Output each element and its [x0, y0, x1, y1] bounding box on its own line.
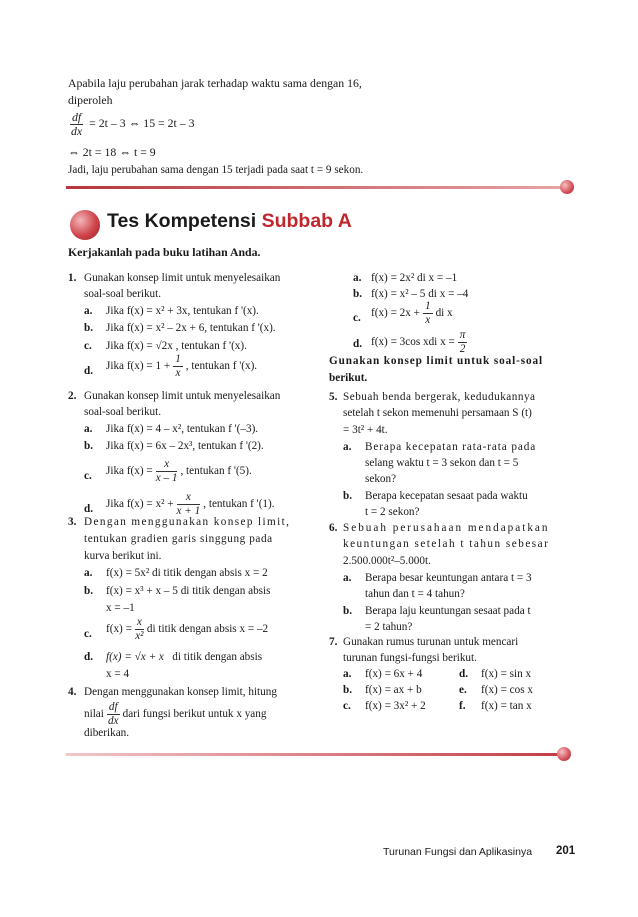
q4a-text: f(x) = 2x² di x = –1: [371, 272, 458, 284]
q7c-text: f(x) = 3x² + 2: [365, 700, 426, 712]
q1c-label: c.: [84, 340, 92, 352]
q1a-label: a.: [84, 305, 93, 317]
q6-text-3: 2.500.000t²–5.000t.: [343, 555, 431, 567]
q2-text-1: Gunakan konsep limit untuk menyelesaikan: [84, 390, 281, 402]
q3-number: 3.: [68, 516, 77, 528]
q6-text-1: Sebuah perusahaan mendapatkan: [343, 522, 550, 534]
page-number: 201: [556, 845, 576, 857]
intro-line-2: diperoleh: [68, 93, 113, 107]
q4a-label: a.: [353, 272, 362, 284]
q7-text-1: Gunakan rumus turunan untuk mencari: [343, 636, 519, 648]
q4c-text: f(x) = 2x + $\frac{1}{x}$ di x: [371, 300, 453, 326]
q6-number: 6.: [329, 522, 338, 534]
q1-text-2: soal-soal berikut.: [84, 288, 162, 300]
q1d-label: d.: [84, 365, 94, 377]
q1b-label: b.: [84, 322, 94, 334]
q4b-label: b.: [353, 288, 363, 300]
q6b-label: b.: [343, 605, 353, 617]
q7a-text: f(x) = 6x + 4: [365, 668, 423, 680]
q4-number: 4.: [68, 686, 77, 698]
q5-text-1: Sebuah benda bergerak, kedudukannya: [343, 391, 536, 403]
q7d-text: f(x) = sin x: [481, 668, 532, 680]
q5-number: 5.: [329, 391, 338, 403]
divider-bar: [66, 186, 568, 189]
intro-equation-1: $\frac{df}{dx}$ = 2t – 3 ⇔ 15 = 2t – 3: [71, 110, 195, 138]
q3b-text: f(x) = x³ + x – 5 di titik dengan absis: [106, 585, 271, 597]
q4-text-2: nilai $\frac{df}{dx}$ dari fungsi berikut untuk x yang: [84, 701, 267, 727]
q3c-label: c.: [84, 628, 92, 640]
q2c-text: Jika f(x) = $\frac{x}{x - 1}$ , tentukan f '(5).: [106, 458, 252, 484]
q7-number: 7.: [329, 636, 338, 648]
q7f-text: f(x) = tan x: [481, 700, 532, 712]
intro-conclusion: Jadi, laju perubahan sama dengan 15 terjadi pada saat t = 9 sekon.: [68, 164, 364, 176]
q6a-label: a.: [343, 572, 352, 584]
instruction-line-1: Gunakan konsep limit untuk soal-soal: [329, 355, 543, 367]
divider-bead-icon: [560, 180, 574, 194]
footer-title: Turunan Fungsi dan Aplikasinya: [383, 846, 533, 858]
q5-text-3: = 3t² + 4t.: [343, 424, 388, 436]
q3d-text: f(x) = √x + x di titik dengan absis: [106, 651, 263, 663]
q2a-text: Jika f(x) = 4 – x², tentukan f '(–3).: [106, 423, 259, 435]
instruction-line-2: berikut.: [329, 372, 368, 384]
q3-text-2: tentukan gradien garis singgung pada: [84, 533, 273, 545]
q3a-text: f(x) = 5x² di titik dengan absis x = 2: [106, 567, 268, 579]
section-instruction: Kerjakanlah pada buku latihan Anda.: [68, 245, 261, 259]
q5b-text-2: t = 2 sekon?: [365, 506, 420, 518]
q7c-label: c.: [343, 700, 351, 712]
q6b-text-2: = 2 tahun?: [365, 621, 413, 633]
q5a-text-3: sekon?: [365, 473, 397, 485]
q6a-text-1: Berapa besar keuntungan antara t = 3: [365, 572, 532, 584]
q3a-label: a.: [84, 567, 93, 579]
bottom-divider-bar: [66, 753, 566, 756]
q3c-text: f(x) = $\frac{x}{\text{x²}}$ di titik dengan absis x = –2: [106, 616, 269, 642]
q5a-label: a.: [343, 441, 352, 453]
q1a-text: Jika f(x) = x² + 3x, tentukan f '(x).: [106, 305, 259, 317]
q4d-text: f(x) = 3cos xdi x = $\frac{\pi}{2}$: [371, 329, 466, 355]
q1b-text: Jika f(x) = x² – 2x + 6, tentukan f '(x).: [106, 322, 276, 334]
q4b-text: f(x) = x² – 5 di x = –4: [371, 288, 469, 300]
q7f-label: f.: [459, 700, 466, 712]
q7e-text: f(x) = cos x: [481, 684, 533, 696]
q3b-text-2: x = –1: [106, 602, 135, 614]
section-bullet-icon: [70, 210, 100, 240]
q5a-text-1: Berapa kecepatan rata-rata pada: [365, 441, 537, 453]
q1d-text: Jika f(x) = 1 + $\frac{1}{x}$ , tentukan f '(x).: [106, 353, 258, 379]
q2d-text: Jika f(x) = x² + $\frac{x}{x + 1}$ , tentukan f '(1).: [106, 491, 275, 517]
q1-number: 1.: [68, 272, 77, 284]
q3-text-3: kurva berikut ini.: [84, 550, 162, 562]
q4d-label: d.: [353, 338, 363, 350]
q3d-label: d.: [84, 651, 94, 663]
q4-text-3: diberikan.: [84, 727, 130, 739]
q7d-label: d.: [459, 668, 469, 680]
q3b-label: b.: [84, 585, 94, 597]
q7e-label: e.: [459, 684, 467, 696]
q2b-label: b.: [84, 440, 94, 452]
q5b-text-1: Berapa kecepatan sesaat pada waktu: [365, 490, 528, 502]
q7b-label: b.: [343, 684, 353, 696]
section-title: Tes Kompetensi Subbab A: [107, 210, 352, 232]
q5b-label: b.: [343, 490, 353, 502]
q3-text-1: Dengan menggunakan konsep limit,: [84, 516, 291, 528]
q5-text-2: setelah t sekon memenuhi persamaan S (t): [343, 407, 532, 419]
q1c-text: Jika f(x) = √2x , tentukan f '(x).: [106, 340, 247, 352]
intro-equation-2: ⇔ 2t = 18 ⇔ t = 9: [68, 145, 156, 159]
q6b-text-1: Berapa laju keuntungan sesaat pada t: [365, 605, 531, 617]
q4-text-1: Dengan menggunakan konsep limit, hitung: [84, 686, 277, 698]
q1-text-1: Gunakan konsep limit untuk menyelesaikan: [84, 272, 281, 284]
q2c-label: c.: [84, 470, 92, 482]
q7b-text: f(x) = ax + b: [365, 684, 422, 696]
q6-text-2: keuntungan setelah t tahun sebesar: [343, 538, 550, 550]
intro-line-1: Apabila laju perubahan jarak terhadap waktu sama dengan 16,: [68, 76, 362, 90]
q2-text-2: soal-soal berikut.: [84, 406, 162, 418]
q2d-label: d.: [84, 503, 94, 515]
q2a-label: a.: [84, 423, 93, 435]
q7-text-2: turunan fungsi-fungsi berikut.: [343, 652, 477, 664]
q4c-label: c.: [353, 312, 361, 324]
q3d-text-2: x = 4: [106, 668, 130, 680]
q7a-label: a.: [343, 668, 352, 680]
bottom-divider-bead-icon: [557, 747, 571, 761]
q2b-text: Jika f(x) = 6x – 2x³, tentukan f '(2).: [106, 440, 264, 452]
q6a-text-2: tahun dan t = 4 tahun?: [365, 588, 465, 600]
q2-number: 2.: [68, 390, 77, 402]
q5a-text-2: selang waktu t = 3 sekon dan t = 5: [365, 457, 519, 469]
